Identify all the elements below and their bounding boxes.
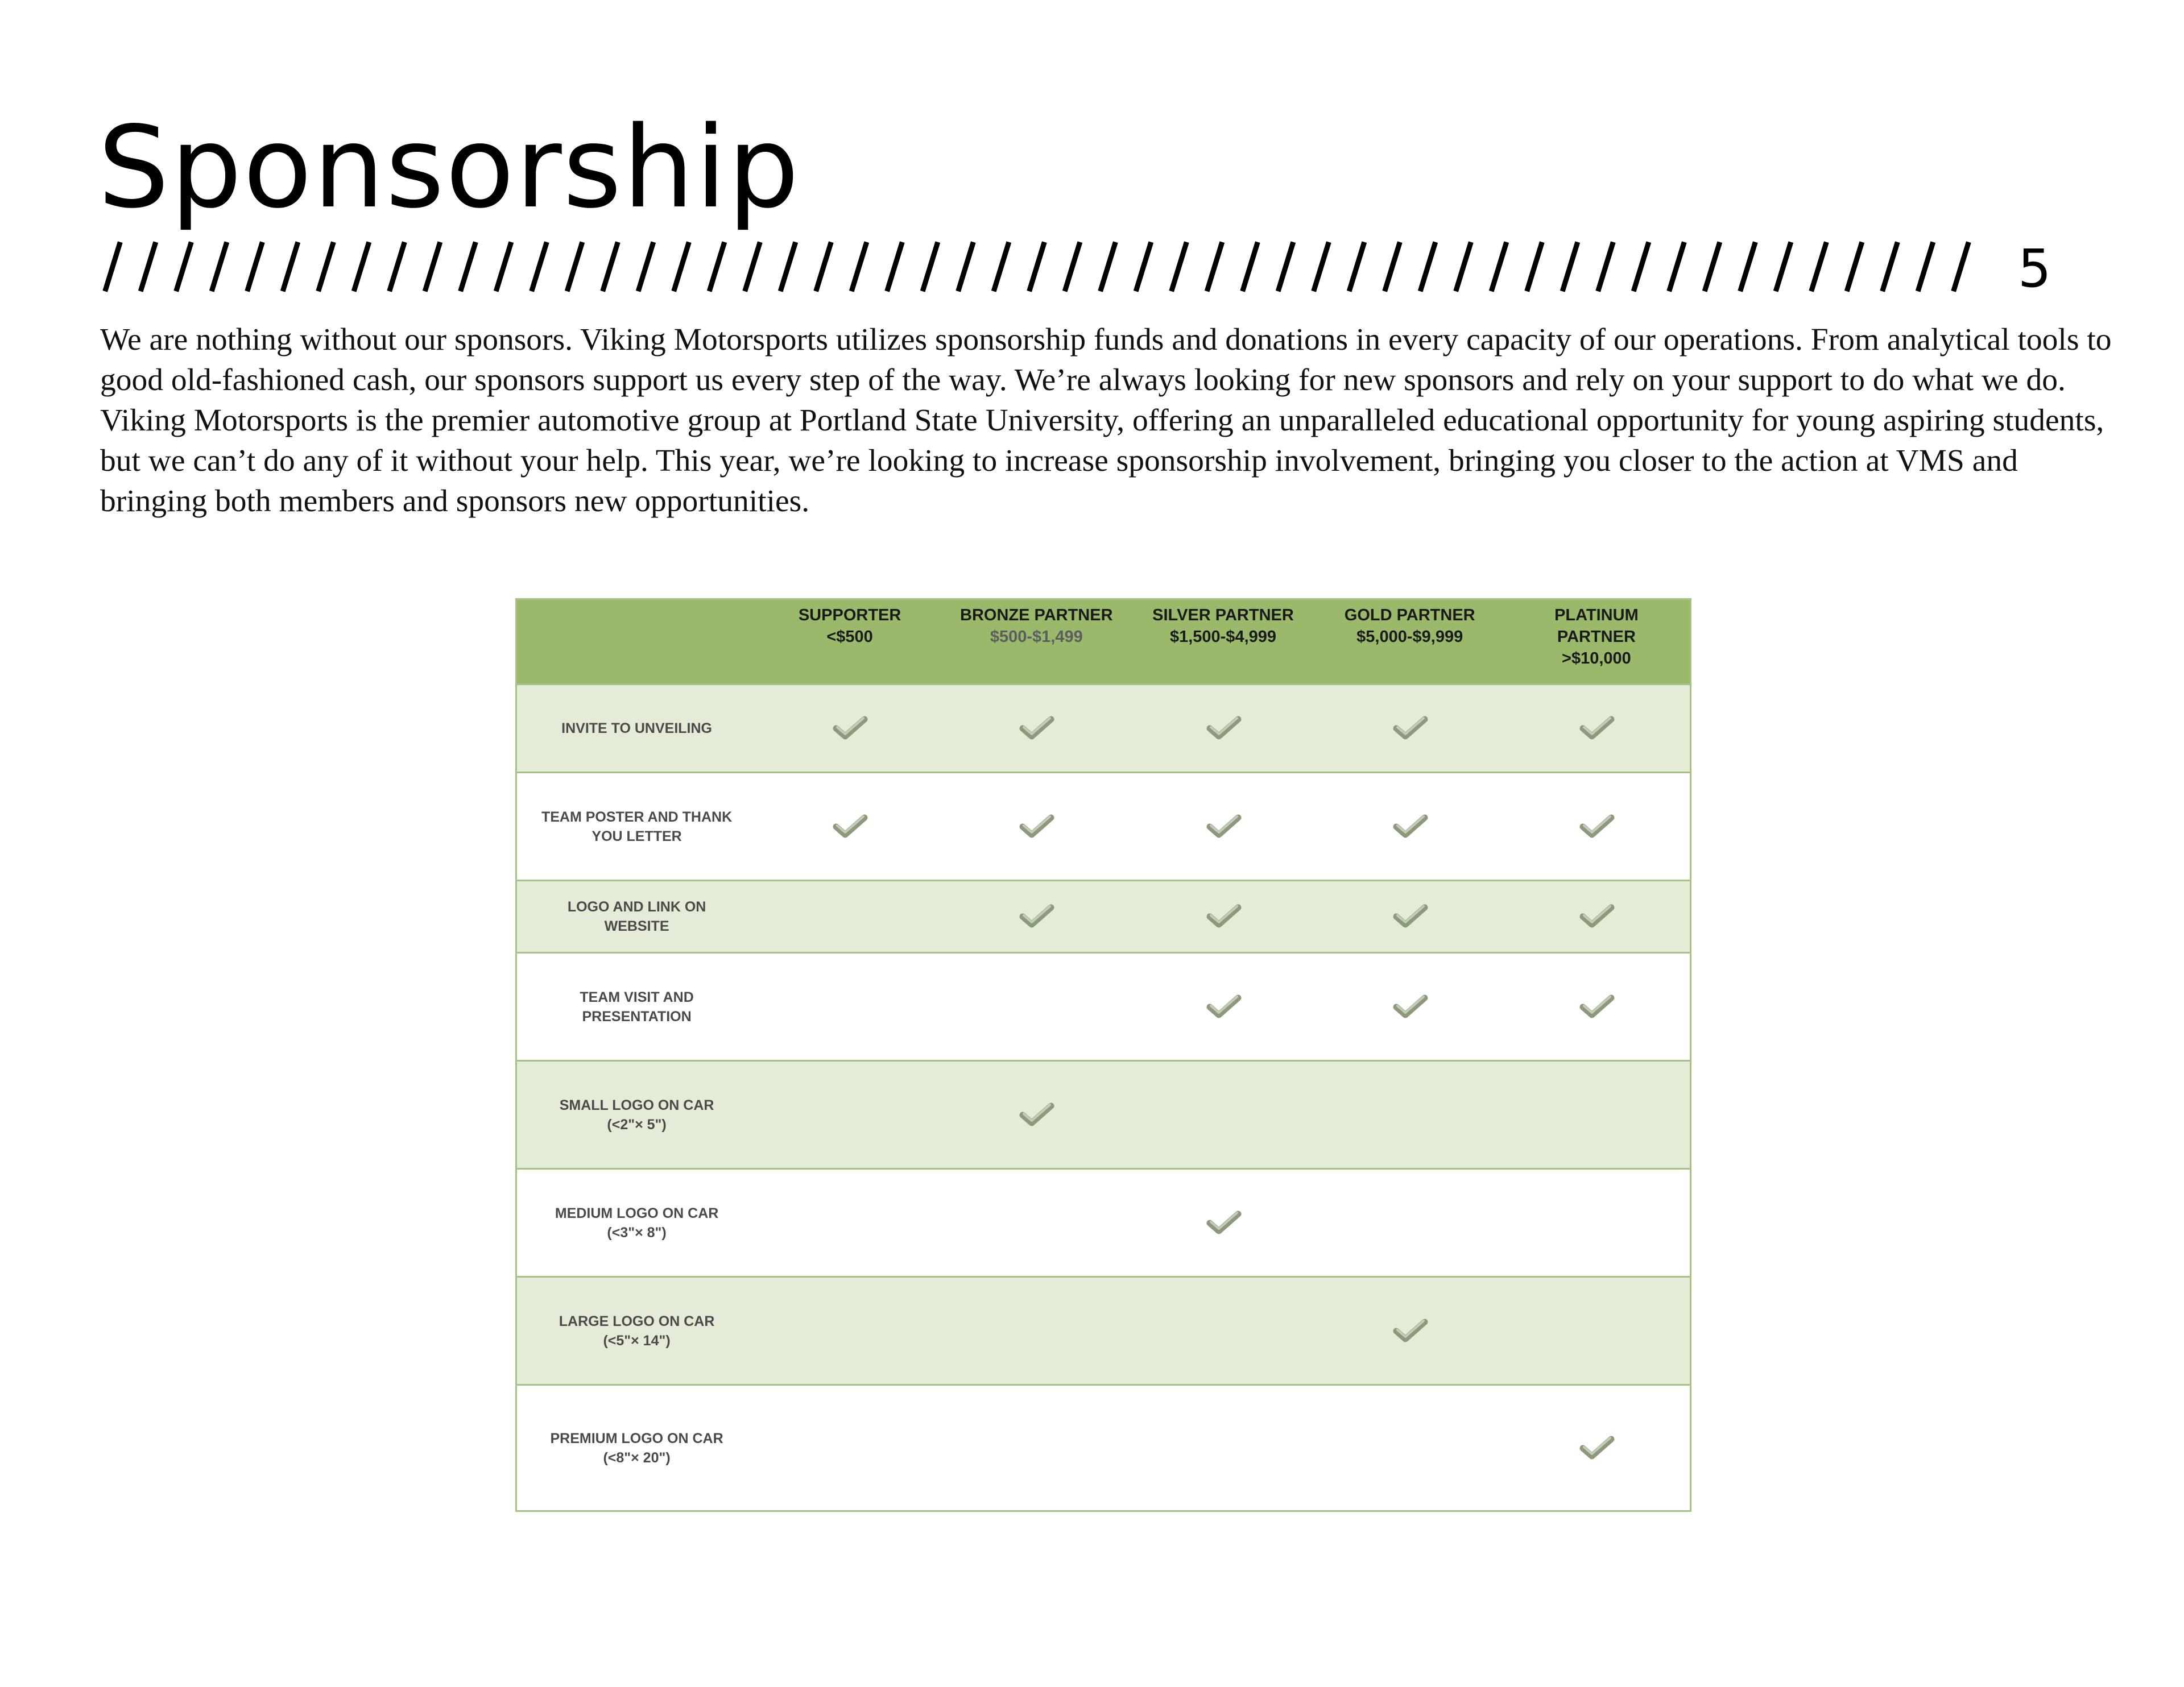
- benefit-cell: [1503, 773, 1690, 880]
- benefit-row: [517, 1384, 1690, 1510]
- checkmark-icon: [1392, 903, 1428, 930]
- slash-mark: [1314, 244, 1328, 289]
- benefit-label: PREMIUM LOGO ON CAR (<8"× 20"): [550, 1430, 723, 1466]
- checkmark-icon: [1018, 1101, 1054, 1129]
- slash-mark: [746, 244, 759, 289]
- benefit-row: [517, 683, 1690, 772]
- slash-mark: [710, 244, 724, 289]
- benefit-row: [517, 1060, 1690, 1168]
- slash-mark: [603, 244, 617, 289]
- slash-mark: [355, 244, 369, 289]
- benefit-cell: [1503, 1386, 1690, 1510]
- checkmark-icon: [1392, 813, 1428, 840]
- checkmark-icon: [1392, 715, 1428, 742]
- checkmark-icon: [1205, 903, 1242, 930]
- slash-mark: [1350, 244, 1364, 289]
- benefit-cell: [1503, 685, 1690, 772]
- benefit-cell: [1317, 1062, 1503, 1168]
- checkmark-icon: [832, 813, 868, 840]
- benefit-cell: [1317, 881, 1503, 952]
- benefit-cell: [1317, 954, 1503, 1060]
- slash-mark: [319, 244, 333, 289]
- benefit-row: [517, 880, 1690, 952]
- slash-mark: [1706, 244, 1719, 289]
- slash-mark: [461, 244, 475, 289]
- benefit-cell: [756, 881, 943, 952]
- benefit-label: MEDIUM LOGO ON CAR (<3"× 8"): [555, 1205, 719, 1241]
- benefit-cell: [756, 1170, 943, 1276]
- benefit-cell: [1503, 1062, 1690, 1168]
- slash-mark: [1777, 244, 1790, 289]
- tier-header: [943, 600, 1130, 683]
- benefit-cell: [1130, 1386, 1316, 1510]
- tier-name: PLATINUM PARTNER: [1554, 606, 1639, 646]
- tier-price: >$10,000: [1562, 649, 1631, 668]
- benefit-cell: [756, 773, 943, 880]
- tier-name: GOLD PARTNER: [1344, 606, 1475, 624]
- slash-mark: [1741, 244, 1755, 289]
- benefit-cell: [1503, 1278, 1690, 1384]
- benefit-cell: [943, 1386, 1130, 1510]
- benefit-row: [517, 1168, 1690, 1276]
- benefit-cell: [756, 954, 943, 1060]
- slash-mark: [924, 244, 937, 289]
- slash-mark: [213, 244, 226, 289]
- slash-mark: [1670, 244, 1684, 289]
- benefit-cell: [1503, 1170, 1690, 1276]
- tier-name: SILVER PARTNER: [1152, 606, 1294, 624]
- slash-mark: [142, 244, 155, 289]
- slash-mark: [1137, 244, 1151, 289]
- slash-mark: [568, 244, 582, 289]
- benefit-cell: [943, 1170, 1130, 1276]
- benefit-cell: [1130, 685, 1316, 772]
- slash-mark: [106, 244, 119, 289]
- checkmark-icon: [832, 715, 868, 742]
- benefit-cell: [756, 1278, 943, 1384]
- benefit-cell: [1130, 773, 1316, 880]
- benefit-label: SMALL LOGO ON CAR (<2"× 5"): [559, 1097, 714, 1133]
- benefit-cell: [1130, 954, 1316, 1060]
- slash-mark: [497, 244, 511, 289]
- benefit-cell: [1503, 881, 1690, 952]
- slash-mark: [639, 244, 653, 289]
- slash-mark: [177, 244, 191, 289]
- slash-mark: [1208, 244, 1222, 289]
- checkmark-icon: [1205, 1209, 1242, 1237]
- slash-mark: [781, 244, 795, 289]
- checkmark-icon: [1578, 993, 1615, 1021]
- slash-divider: [101, 239, 2001, 296]
- benefit-row: [517, 1276, 1690, 1384]
- checkmark-icon: [1018, 903, 1054, 930]
- tier-name: SUPPORTER: [798, 606, 901, 624]
- checkmark-icon: [1578, 715, 1615, 742]
- benefit-cell: [1130, 1062, 1316, 1168]
- slash-mark: [426, 244, 440, 289]
- tier-price: $5,000-$9,999: [1356, 628, 1463, 646]
- tier-header-row: [517, 600, 1690, 683]
- slash-mark: [248, 244, 262, 289]
- benefit-cell: [1130, 1170, 1316, 1276]
- slash-mark: [1172, 244, 1186, 289]
- benefit-cell: [1317, 773, 1503, 880]
- slash-mark: [817, 244, 830, 289]
- benefit-cell: [756, 685, 943, 772]
- checkmark-icon: [1578, 813, 1615, 840]
- checkmark-icon: [1205, 813, 1242, 840]
- slash-mark: [1848, 244, 1862, 289]
- slash-mark: [1385, 244, 1399, 289]
- tier-price: $1,500-$4,999: [1169, 628, 1277, 646]
- benefit-cell: [1317, 1386, 1503, 1510]
- slash-mark: [1421, 244, 1435, 289]
- page-number: 5: [2018, 238, 2051, 299]
- slash-mark: [532, 244, 546, 289]
- benefit-label: LARGE LOGO ON CAR (<5"× 14"): [559, 1313, 715, 1349]
- tier-header: [756, 600, 943, 683]
- checkmark-icon: [1018, 813, 1054, 840]
- page-title: Sponsorship: [98, 102, 801, 233]
- slash-mark: [1563, 244, 1577, 289]
- benefit-cell: [943, 881, 1130, 952]
- slash-mark: [1279, 244, 1293, 289]
- tier-name: BRONZE PARTNER: [960, 606, 1113, 624]
- slash-mark: [1492, 244, 1506, 289]
- checkmark-icon: [1018, 715, 1054, 742]
- table-corner-cell: [517, 600, 756, 683]
- slash-mark: [995, 244, 1008, 289]
- slash-mark: [1030, 244, 1044, 289]
- benefit-cell: [1317, 1170, 1503, 1276]
- tier-price: <$500: [826, 628, 873, 646]
- slash-mark: [1919, 244, 1933, 289]
- benefit-cell: [1130, 881, 1316, 952]
- tier-price: $500-$1,499: [990, 628, 1083, 646]
- benefit-cell: [943, 685, 1130, 772]
- checkmark-icon: [1578, 1435, 1615, 1462]
- tier-header: [1130, 600, 1316, 683]
- slash-mark: [853, 244, 866, 289]
- slash-mark: [1101, 244, 1115, 289]
- benefit-cell: [1317, 685, 1503, 772]
- tier-header: [1317, 600, 1503, 683]
- benefit-cell: [1130, 1278, 1316, 1384]
- checkmark-icon: [1205, 993, 1242, 1021]
- benefit-cell: [943, 954, 1130, 1060]
- slash-mark: [1954, 244, 1968, 289]
- slash-mark: [1243, 244, 1257, 289]
- slash-mark: [888, 244, 901, 289]
- benefit-cell: [1503, 954, 1690, 1060]
- slash-mark: [390, 244, 404, 289]
- benefit-label: INVITE TO UNVEILING: [561, 720, 712, 736]
- sponsorship-tier-table: [515, 598, 1691, 1512]
- benefit-label: TEAM VISIT AND PRESENTATION: [580, 989, 694, 1025]
- benefit-cell: [943, 1278, 1130, 1384]
- slash-mark: [1599, 244, 1612, 289]
- slash-mark: [284, 244, 297, 289]
- benefit-row: [517, 952, 1690, 1060]
- tier-header: [1503, 600, 1690, 683]
- benefit-label: TEAM POSTER AND THANK YOU LETTER: [541, 809, 733, 844]
- benefit-label: LOGO AND LINK ON WEBSITE: [567, 899, 706, 934]
- slash-mark: [1457, 244, 1470, 289]
- checkmark-icon: [1392, 993, 1428, 1021]
- intro-paragraph: We are nothing without our sponsors. Viking Motorsports utilizes sponsorship funds and donations in every capacity of our operations. From analytical tools to good old-fashioned cash, our sponsors support us every step of the way. We’re always looking for new sponsors and rely on your support to do what we do. Viking Motorsports is the premier automotive group at Portland State University, offering an unparalleled educational opportunity for young aspiring students, but we can’t do any of it without your help. This year, we’re looking to increase sponsorship involvement, bringing you closer to the action at VMS and bringing both members and sponsors new opportunities.: [100, 322, 2112, 519]
- slash-mark: [675, 244, 688, 289]
- slash-mark: [959, 244, 973, 289]
- slash-mark: [1635, 244, 1648, 289]
- benefit-cell: [756, 1062, 943, 1168]
- checkmark-icon: [1205, 715, 1242, 742]
- benefit-row: [517, 772, 1690, 880]
- checkmark-icon: [1578, 903, 1615, 930]
- benefit-cell: [1317, 1278, 1503, 1384]
- slash-mark: [1528, 244, 1541, 289]
- benefit-cell: [943, 773, 1130, 880]
- benefit-rows: [517, 683, 1690, 1510]
- benefit-cell: [943, 1062, 1130, 1168]
- slash-mark: [1883, 244, 1897, 289]
- slash-mark: [1066, 244, 1079, 289]
- slash-mark: [1812, 244, 1826, 289]
- benefit-cell: [756, 1386, 943, 1510]
- checkmark-icon: [1392, 1317, 1428, 1345]
